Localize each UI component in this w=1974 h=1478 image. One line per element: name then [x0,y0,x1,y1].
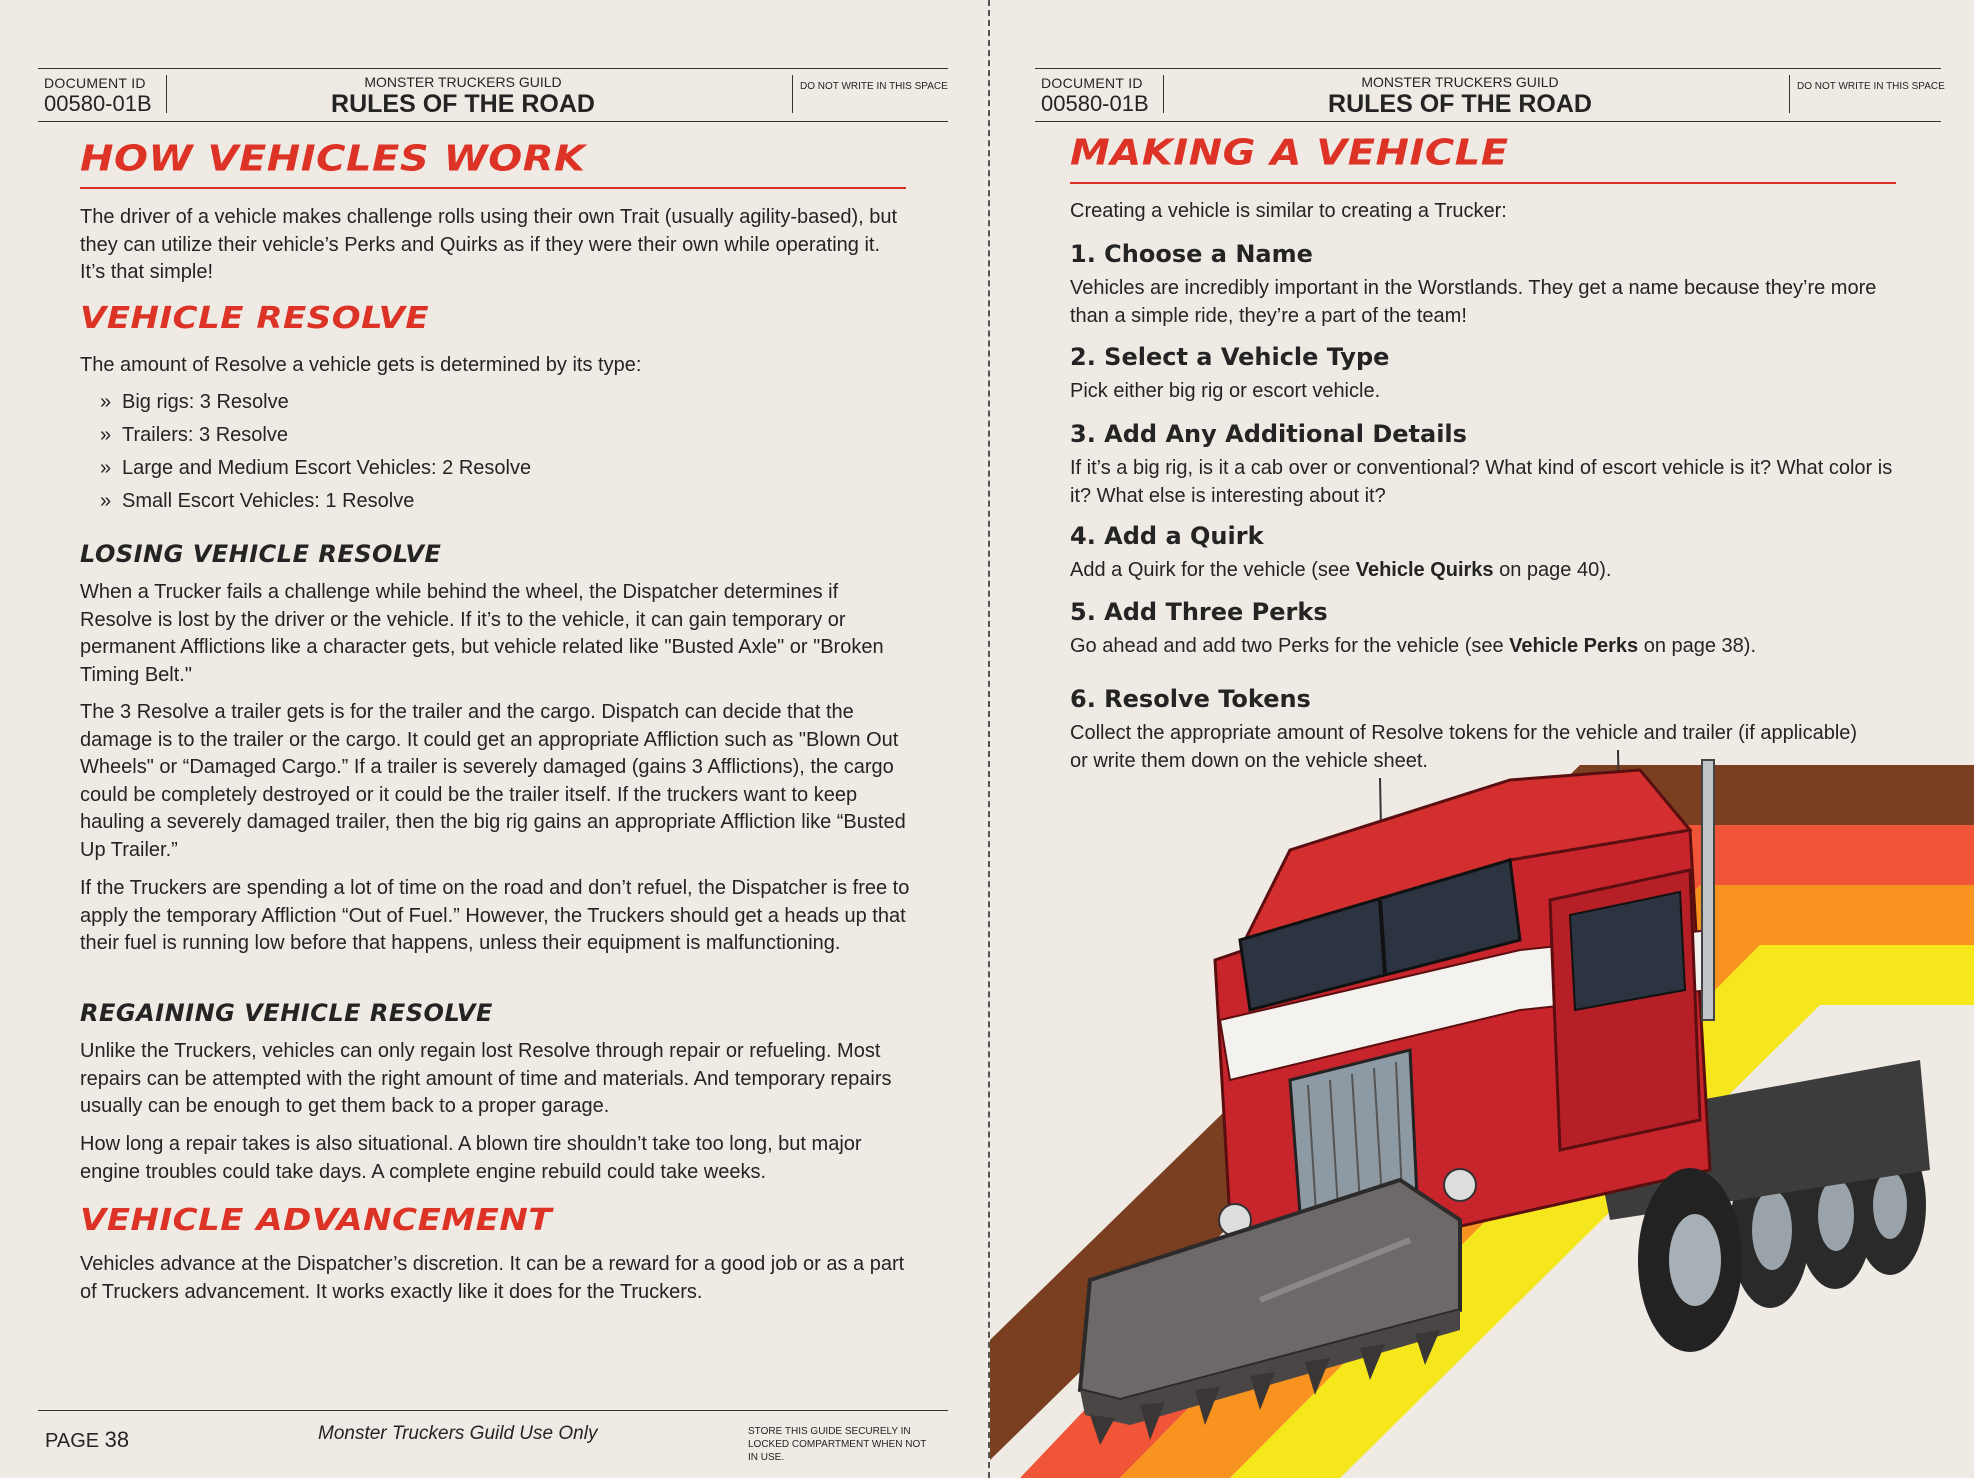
list-item: » Small Escort Vehicles: 1 Resolve [100,490,415,512]
page-number: PAGE 38 [45,1427,130,1452]
header-note: DO NOT WRITE IN THIS SPACE [1797,81,1945,92]
monster-truck-illustration [990,700,1974,1478]
header-divider [1789,75,1790,113]
step-1-heading: 1. Choose a Name [1070,240,1313,268]
losing-paragraph-1: When a Trucker fails a challenge while behind the wheel, the Dispatcher determines if Resolve is lost by the driver or the vehicle. If it’s to the vehicle, it can gain temporary or permanent Afflictions like a character gets, but vehicle related like "Busted Axle" or "Broken Timing Belt." [80,581,884,686]
regaining-paragraph-2: How long a repair takes is also situational. A blown tire shouldn’t take too long, but major engine troubles could take days. A complete engine rebuild could take weeks. [80,1133,862,1183]
footer-note: Monster Truckers Guild Use Only [318,1423,598,1444]
step-4-heading: 4. Add a Quirk [1070,522,1264,550]
header-title: RULES OF THE ROAD [331,90,595,118]
step-2-heading: 2. Select a Vehicle Type [1070,343,1390,371]
header-note: DO NOT WRITE IN THIS SPACE [800,81,948,92]
header-divider [1163,75,1164,113]
vehicle-advancement-heading: VEHICLE ADVANCEMENT [80,1202,553,1238]
list-item: » Trailers: 3 Resolve [100,424,288,446]
losing-paragraph-3: If the Truckers are spending a lot of time on the road and don’t refuel, the Dispatcher is free to apply the temporary Affliction “Out of Fuel.” However, the Truckers should get a heads up that their fuel is running low before that happens, unless their equipment is malfunctioning. [80,877,910,954]
header-org: MONSTER TRUCKERS GUILD [1361,74,1559,90]
header-divider [166,75,167,113]
making-intro: Creating a vehicle is similar to creating a Trucker: [1070,200,1507,222]
right-page [990,0,1974,1478]
regaining-vehicle-resolve-heading: REGAINING VEHICLE RESOLVE [80,999,493,1027]
step-2-text: Pick either big rig or escort vehicle. [1070,380,1381,402]
heading-rule [1070,182,1896,184]
list-item: » Large and Medium Escort Vehicles: 2 Resolve [100,457,532,479]
how-vehicles-work-text: The driver of a vehicle makes challenge rolls using their own Trait (usually agility-based), but they can utilize their vehicle’s Perks and Quirks as if they were their own while operating it. It’s that simple! [80,206,898,283]
step-3-heading: 3. Add Any Additional Details [1070,420,1467,448]
doc-id-label: DOCUMENT ID [1041,75,1143,91]
vehicle-resolve-intro: The amount of Resolve a vehicle gets is determined by its type: [80,354,642,376]
losing-vehicle-resolve-heading: LOSING VEHICLE RESOLVE [80,540,442,568]
step-5-text: Go ahead and add two Perks for the vehicle (see Vehicle Perks on page 38). [1070,635,1757,657]
doc-id: 00580-01B [1041,91,1149,116]
page-header [1035,68,1945,122]
step-1-text: Vehicles are incredibly important in the Worstlands. They get a name because they’re more than a simple ride, they’re a part of the team! [1070,277,1877,327]
page-footer [38,1410,948,1471]
doc-id-label: DOCUMENT ID [44,75,146,91]
losing-paragraph-2: The 3 Resolve a trailer gets is for the trailer and the cargo. Dispatch can decide that the damage is to the trailer or the cargo. It could get an appropriate Affliction such as "Blown Out Wheels" or “Damaged Cargo.” If a trailer is severely damaged (gains 3 Afflictions), the cargo could be completely destroyed or it could be the trailer itself. If the truckers want to keep hauling a severely damaged trailer, then the big rig gains an appropriate Affliction like “Busted Up Trailer.” [80,701,906,861]
list-item: » Big rigs: 3 Resolve [100,391,289,413]
regaining-paragraph-1: Unlike the Truckers, vehicles can only regain lost Resolve through repair or refueling. Most repairs can be attempted with the right amount of time and materials. And temporary repairs usually can be enough to get them back to a proper garage. [80,1040,892,1117]
page-header [38,68,948,122]
heading-rule [80,187,906,189]
step-6-text: Collect the appropriate amount of Resolve tokens for the vehicle and trailer (if applicable) or write them down on the vehicle sheet. [1070,722,1858,772]
header-org: MONSTER TRUCKERS GUILD [364,74,562,90]
step-6-heading: 6. Resolve Tokens [1070,685,1311,713]
vehicle-advancement-text: Vehicles advance at the Dispatcher’s discretion. It can be a reward for a good job or as a part of Truckers advancement. It works exactly like it does for the Truckers. [80,1253,905,1303]
making-a-vehicle-heading: MAKING A VEHICLE [1070,132,1509,174]
storage-note: STORE THIS GUIDE SECURELY IN LOCKED COMPARTMENT WHEN NOT IN USE. [748,1426,927,1463]
header-divider [792,75,793,113]
step-5-heading: 5. Add Three Perks [1070,598,1328,626]
header-title: RULES OF THE ROAD [1328,90,1592,118]
step-3-text: If it’s a big rig, is it a cab over or conventional? What kind of escort vehicle is it? What color is it? What else is interesting about it? [1070,457,1893,507]
vehicle-resolve-heading: VEHICLE RESOLVE [80,300,430,336]
step-4-text: Add a Quirk for the vehicle (see Vehicle Quirks on page 40). [1070,559,1612,581]
doc-id: 00580-01B [44,91,152,116]
how-vehicles-work-heading: HOW VEHICLES WORK [80,138,586,180]
